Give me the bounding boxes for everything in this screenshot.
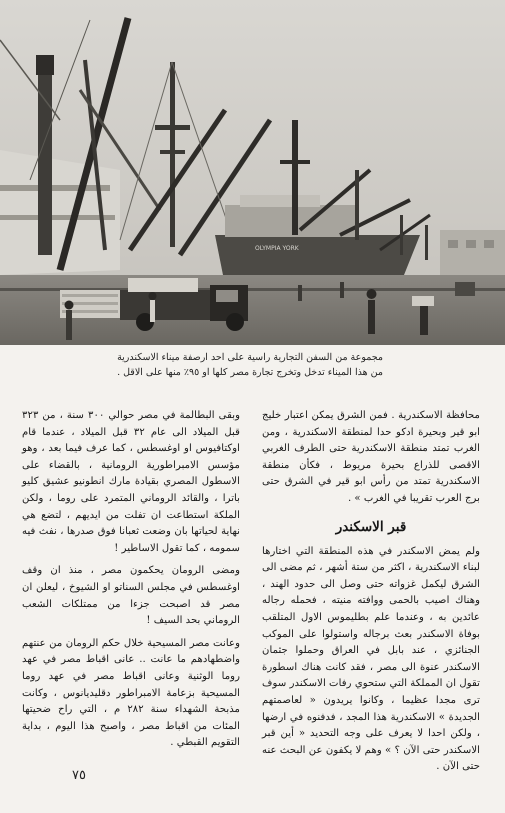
- ship-name-label: OLYMPIA YORK: [255, 245, 299, 252]
- section-heading: قبر الاسكندر: [335, 518, 407, 535]
- paragraph: وعانت مصر المسيحية خلال حكم الرومان من عنتهم واضطهادهم ما عانت .. عانى اقباط مصر في عهد روما الوثنية وعانى اقباط مصر في عهد روما المسيحية بزعامة الامبراطور دقليديانوس ، وكانت مذبحة الشهداء سنة ٢٨٢ م ، التي راح ضحيتها المئات من اقباط مصر ، واصبح هذا اليوم ، بداية التقويم القبطي .: [22, 637, 240, 749]
- caption-line-1: مجموعة من السفن التجارية راسية على احد ارصفة ميناء الاسكندرية: [117, 352, 383, 363]
- left-column: [22, 408, 240, 758]
- paragraph: ومضى الرومان يحكمون مصر ، منذ ان وقف اوغسطس في مجلس السناتو او الشيوخ ، ليعلن ان مصر قد اصبحت جزءا من ممتلكات الشعب الروماني بحد السيف !: [22, 565, 240, 627]
- harbor-illustration: [0, 0, 505, 345]
- caption-line-2: من هذا الميناء تدخل وتخرج تجارة مصر كلها او ٩٥٪ منها على الاقل .: [117, 367, 383, 378]
- harbor-photo: [0, 0, 505, 345]
- paragraph: محافظة الاسكندرية . فمن الشرق يمكن اعتبار خليج ابو قير وبحيرة ادكو حدا لمنطقة الاسكندرية ، ومن الغرب تمتد منطقة الاسكندرية حتى الطرف الغربي الاقصى للذراع بحيرة مريوط ، فكأن منطقة الاسكندرية تمتد من رأس ابو قير في الشرق حتى برج العرب تقريبا في الغرب » .: [262, 410, 480, 504]
- paragraph: ولم يمض الاسكندر في هذه المنطقة التي اختارها لبناء الاسكندرية ، اكثر من ستة أشهر ، ثم مضى الى الشرق ليكمل غزواته حتى وصل الى حدود الهند ، وهناك اصيب بالحمى ووافته منيته ، فحمله رجاله عائدين به ، وعندما علم بطليموس الاول المتلقب بوفاة الاسكندر بعث برجاله واستولوا على الموكب الجنائزي ، عند بابل في العراق وحملوا جثمان الاسكندر عنوة الى مصر ، فقد كانت هناك اسطورة تقول ان المملكة التي ستحوي رفات الاسكندر سوف ترى مجدا عظيما ، وكانوا يريدون « لعاصمتهم الجديدة » الاسكندرية هذا المجد ، فدفنوه في ارضها ، ولكن احدا لا يعرف على وجه التحديد « أين قبر الاسكندر حتى الآن ؟ » وهم لا يكفون عن البحث عنه حتى الآن .: [262, 545, 480, 773]
- page-number: ٧٥: [72, 768, 86, 783]
- photo-caption: [30, 350, 470, 380]
- right-column: [262, 408, 480, 782]
- paragraph: وبقى البطالمة في مصر حوالي ٣٠٠ سنة ، من ٣٢٣ قبل الميلاد الى عام ٣٢ قبل الميلاد ، عندما قام اوكتافيوس او اوغسطس ، كما عرف فيما بعد ، وهو مؤسس الامبراطورية الرومانية ، بالقضاء على الاسطول المصري بقيادة مارك انطونيو عشيق كليو باترا ، والقائد الروماني المتمرد على روما ، ولكن الملكة استطاعت ان تفلت من ايديهم ، لتضع هي نهاية لحياتها بان وضعت ثعبانا فوق صدرها ، نفث فيه سمومه ، كما تقول الاساطير !: [22, 410, 240, 554]
